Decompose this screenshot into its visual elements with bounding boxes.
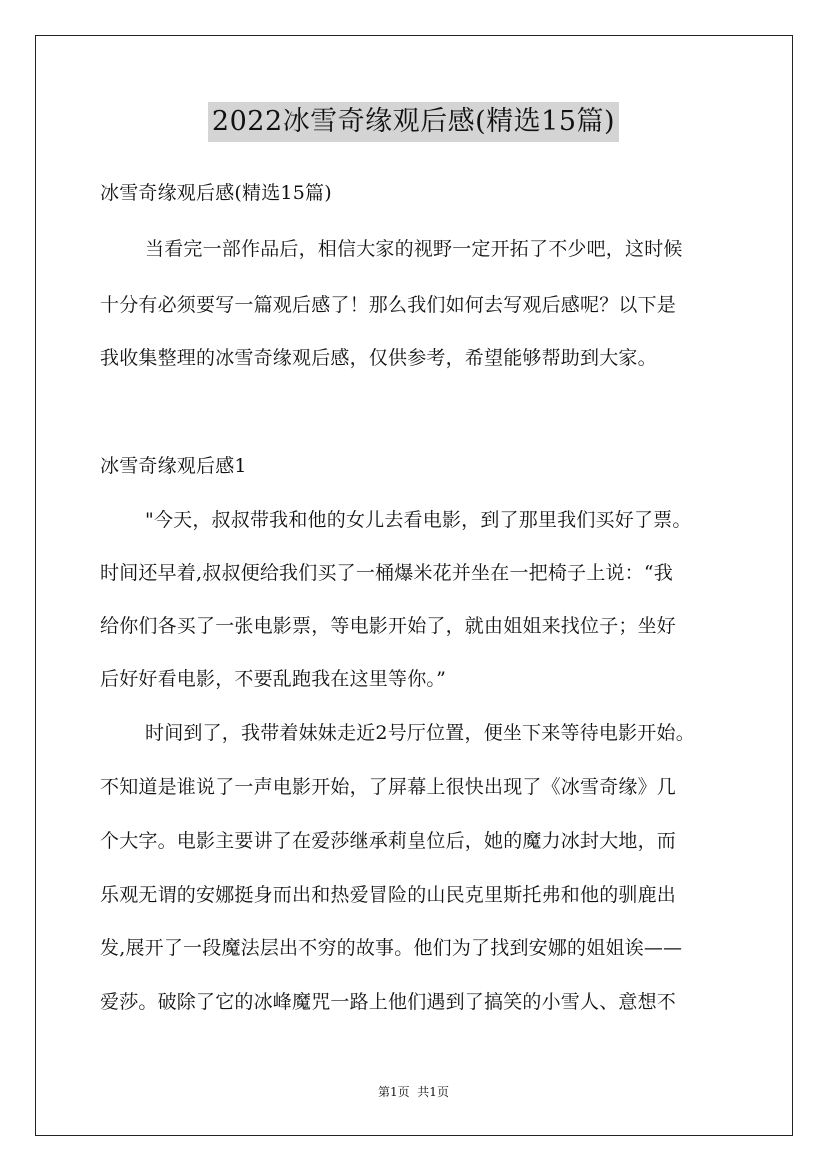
para2-line-1: 时间到了，我带着妹妹走近2号厅位置，便坐下来等待电影开始。 xyxy=(145,722,695,744)
para2-line-4: 乐观无谓的安娜挺身而出和热爱冒险的山民克里斯托弗和他的驯鹿出 xyxy=(100,884,677,906)
title-container xyxy=(0,102,827,142)
para1-line-1: "今天，叔叔带我和他的女儿去看电影，到了那里我们买好了票。 xyxy=(145,509,692,531)
intro-line-1: 当看完一部作品后，相信大家的视野一定开拓了不少吧，这时候 xyxy=(145,238,683,260)
document-subtitle: 冰雪奇缘观后感(精选15篇) xyxy=(100,182,332,204)
para2-line-6: 爱莎。破除了它的冰峰魔咒一路上他们遇到了搞笑的小雪人、意想不 xyxy=(100,991,677,1013)
para1-line-4: 后好好看电影，不要乱跑我在这里等你。” xyxy=(100,668,447,690)
para1-line-3: 给你们各买了一张电影票，等电影开始了，就由姐姐来找位子；坐好 xyxy=(100,615,677,637)
document-title: 2022冰雪奇缘观后感(精选15篇) xyxy=(208,102,619,142)
para2-line-5: 发,展开了一段魔法层出不穷的故事。他们为了找到安娜的姐姐诶—— xyxy=(100,937,683,959)
para2-line-2: 不知道是谁说了一声电影开始，了屏幕上很快出现了《冰雪奇缘》几 xyxy=(100,776,677,798)
para2-line-3: 个大字。电影主要讲了在爱莎继承莉皇位后，她的魔力冰封大地，而 xyxy=(100,830,677,852)
page-footer: 第1页 共1页 xyxy=(378,1085,449,1099)
intro-line-3: 我收集整理的冰雪奇缘观后感，仅供参考，希望能够帮助到大家。 xyxy=(100,347,657,369)
para1-line-2: 时间还早着,叔叔便给我们买了一桶爆米花并坐在一把椅子上说：“我 xyxy=(100,562,673,584)
intro-line-2: 十分有必须要写一篇观后感了！那么我们如何去写观后感呢？以下是 xyxy=(100,294,677,316)
section-heading: 冰雪奇缘观后感1 xyxy=(100,455,247,477)
